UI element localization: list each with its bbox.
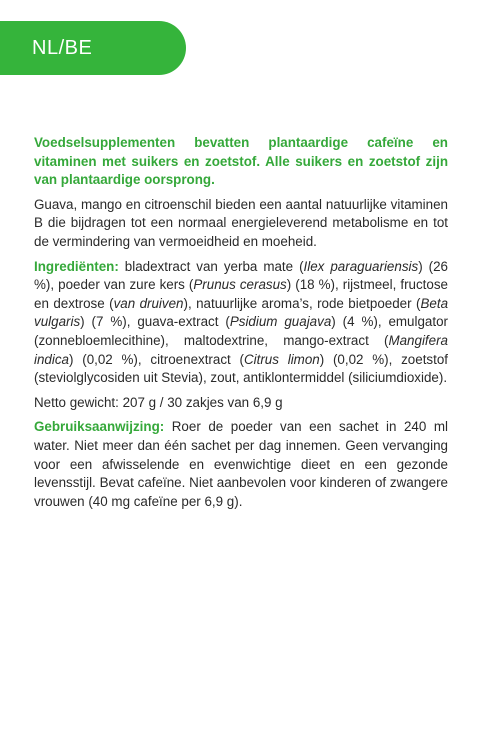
ingredient-text: ) (0,02 %), zoetstof (steviolglycosiden uit Stevia), zout, antiklontermiddel (siliciumdioxide). [34, 351, 449, 386]
usage-text: Roer de poeder van een sachet in 240 ml water. Niet meer dan één sachet per dag innemen. Geen vervanging voor een afwisselende en evenwichtige dieet en een gezonde levensstijl. Bevat cafeïne. Niet aanbevolen voor kinderen of zwangere vrouwen (40 mg cafeïne per 6,9 g). [34, 419, 448, 509]
ingredient-text: bladextract van yerba mate ( [118, 258, 304, 274]
intro-statement: Voedselsupplementen bevatten plantaardige cafeïne en vitaminen met suikers en zoetstof. Alle suikers en zoetstof zijn van plantaardige oorsprong. [34, 135, 448, 188]
scientific-name: Psidium guajava [229, 314, 332, 330]
ingredient-text: ) (18 %), rijstmeel, fructose en dextrose ( [34, 277, 448, 311]
ingredients-label: Ingrediënten: [34, 258, 119, 274]
product-description: Guava, mango en citroenschil bieden een aantal natuurlijke vitaminen B die bijdragen tot een normaal energieleverend metabolisme en tot de vermindering van vermoeidheid en moeheid. [34, 196, 448, 249]
ingredient-text: ), natuurlijke aroma’s, rode bietpoeder ( [183, 295, 421, 311]
ingredients-paragraph [34, 258, 448, 388]
scientific-name: Prunus cerasus [193, 277, 287, 293]
net-weight: Netto gewicht: 207 g / 30 zakjes van 6,9 g [34, 394, 283, 410]
label-text [34, 134, 448, 517]
ingredients-list [34, 259, 448, 386]
language-tab: NL/BE [0, 21, 186, 75]
scientific-name: Mangifera indica [34, 332, 448, 367]
ingredient-text: ) (7 %), guava-extract ( [80, 314, 230, 330]
ingredient-text: ) (4 %), emulgator (zonnebloemlecithine), maltodextrine, mango-extract ( [34, 314, 448, 348]
usage-paragraph [34, 418, 448, 511]
ingredient-text: ) (26 %), poeder van zure kers ( [34, 258, 448, 293]
scientific-name: Citrus limon [243, 351, 320, 367]
scientific-name: Beta vulgaris [34, 295, 449, 330]
usage-label: Gebruiksaanwijzing: [34, 419, 165, 435]
scientific-name: van druiven [113, 295, 184, 311]
scientific-name: Ilex paraguariensis [303, 258, 419, 274]
ingredient-text: ) (0,02 %), citroenextract ( [69, 351, 244, 367]
